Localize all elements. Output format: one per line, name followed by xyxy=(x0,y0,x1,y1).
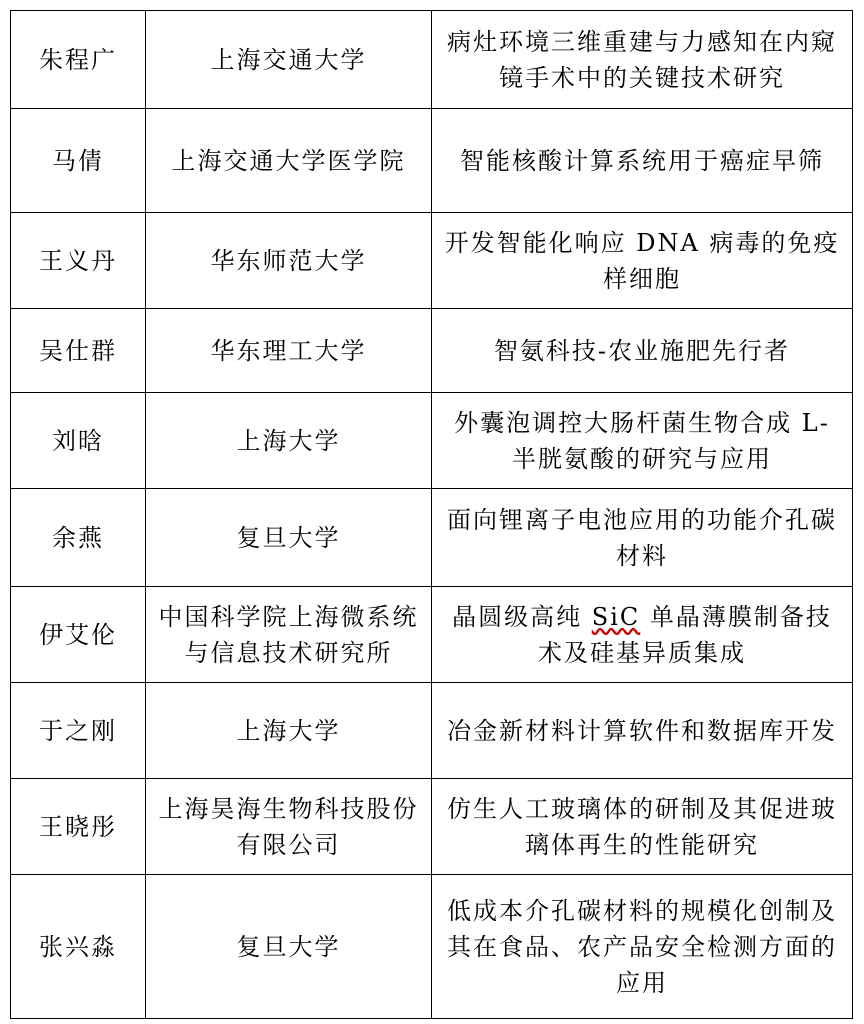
table-row xyxy=(11,683,853,779)
table-row xyxy=(11,213,853,309)
project-cell: 低成本介孔碳材料的规模化创制及其在食品、农产品安全检测方面的应用 xyxy=(432,875,853,1019)
award-table-container xyxy=(10,10,852,1019)
organization-cell: 中国科学院上海微系统与信息技术研究所 xyxy=(146,587,432,683)
name-cell: 王义丹 xyxy=(11,213,146,309)
project-cell: 智氨科技-农业施肥先行者 xyxy=(432,309,853,393)
name-cell: 于之刚 xyxy=(11,683,146,779)
name-cell: 刘晗 xyxy=(11,393,146,489)
table-row xyxy=(11,587,853,683)
project-cell: 智能核酸计算系统用于癌症早筛 xyxy=(432,109,853,213)
name-cell: 吴仕群 xyxy=(11,309,146,393)
name-cell: 王晓彤 xyxy=(11,779,146,875)
name-cell: 张兴淼 xyxy=(11,875,146,1019)
organization-cell: 上海交通大学医学院 xyxy=(146,109,432,213)
project-cell: 开发智能化响应 DNA 病毒的免疫样细胞 xyxy=(432,213,853,309)
table-row xyxy=(11,393,853,489)
organization-cell: 复旦大学 xyxy=(146,875,432,1019)
organization-cell: 复旦大学 xyxy=(146,489,432,587)
name-cell: 余燕 xyxy=(11,489,146,587)
organization-cell: 上海交通大学 xyxy=(146,11,432,109)
project-text-prefix: 晶圆级高纯 xyxy=(452,602,592,631)
spellcheck-flagged-term: SiC xyxy=(591,602,641,631)
organization-cell: 上海昊海生物科技股份有限公司 xyxy=(146,779,432,875)
project-cell: 外囊泡调控大肠杆菌生物合成 L-半胱氨酸的研究与应用 xyxy=(432,393,853,489)
name-cell: 伊艾伦 xyxy=(11,587,146,683)
name-cell: 马倩 xyxy=(11,109,146,213)
table-row xyxy=(11,779,853,875)
project-cell: 仿生人工玻璃体的研制及其促进玻璃体再生的性能研究 xyxy=(432,779,853,875)
table-row xyxy=(11,489,853,587)
table-row xyxy=(11,875,853,1019)
organization-cell: 华东师范大学 xyxy=(146,213,432,309)
table-row xyxy=(11,109,853,213)
award-table xyxy=(10,10,853,1019)
name-cell: 朱程广 xyxy=(11,11,146,109)
organization-cell: 华东理工大学 xyxy=(146,309,432,393)
project-cell xyxy=(432,587,853,683)
project-text-suffix: 单晶薄膜制备技术及硅基异质集成 xyxy=(538,602,832,667)
project-cell: 冶金新材料计算软件和数据库开发 xyxy=(432,683,853,779)
project-cell: 面向锂离子电池应用的功能介孔碳材料 xyxy=(432,489,853,587)
table-row xyxy=(11,309,853,393)
project-cell: 病灶环境三维重建与力感知在内窥镜手术中的关键技术研究 xyxy=(432,11,853,109)
organization-cell: 上海大学 xyxy=(146,683,432,779)
organization-cell: 上海大学 xyxy=(146,393,432,489)
table-row xyxy=(11,11,853,109)
